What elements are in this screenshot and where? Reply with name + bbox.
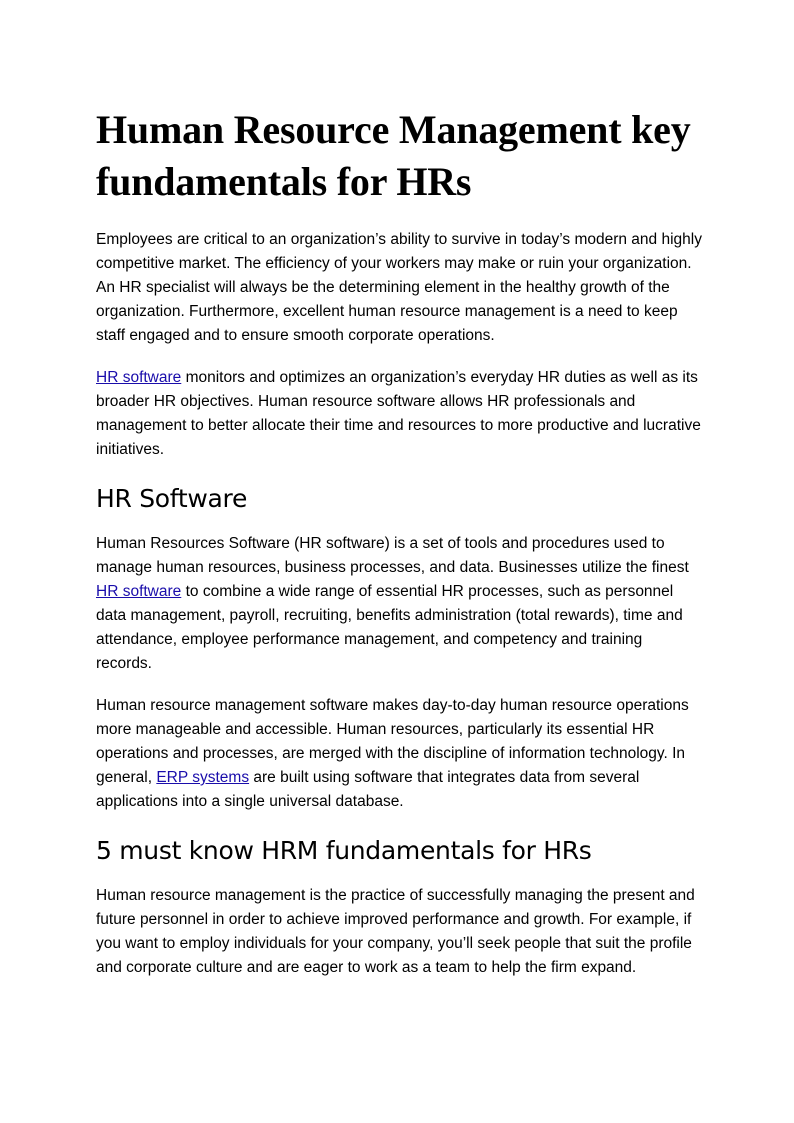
- hr-software-paragraph-1-before: Human Resources Software (HR software) is a set of tools and procedures used to manage human resources, business processes, and data. Businesses utilize the finest: [96, 535, 689, 576]
- hr-software-link-2[interactable]: HR software: [96, 583, 182, 600]
- hr-software-link[interactable]: HR software: [96, 369, 182, 386]
- intro-paragraph-1: Employees are critical to an organization’s ability to survive in today’s modern and highly competitive market. The efficiency of your workers may make or ruin your organization. An HR specialist will always be the determining element in the healthy growth of the organization. Furthermore, excellent human resource management is a need to keep staff engaged and to ensure smooth corporate operations.: [96, 231, 702, 344]
- hr-software-paragraph-2-before: Human resource management software makes day-to-day human resource operations more manageable and accessible. Human resources, particularly its essential HR operations and processes, are merged with the discipline of information technology. In general,: [96, 697, 689, 786]
- hr-software-paragraph-2: [96, 694, 702, 814]
- section-heading-fundamentals: 5 must know HRM fundamentals for HRs: [96, 836, 592, 865]
- section-heading-hr-software: HR Software: [96, 484, 248, 513]
- fundamentals-paragraph-1: Human resource management is the practice of successfully managing the present and future personnel in order to achieve improved performance and growth. For example, if you want to employ individuals for your company, you’ll seek people that suit the profile and corporate culture and are eager to work as a team to help the firm expand.: [96, 887, 695, 976]
- erp-systems-link[interactable]: ERP systems: [156, 769, 250, 786]
- intro-paragraph-2-text: monitors and optimizes an organization’s everyday HR duties as well as its broader HR objectives. Human resource software allows HR professionals and management to better allocate their time and resources to more productive and lucrative initiatives.: [96, 369, 701, 458]
- hr-software-paragraph-1: [96, 532, 702, 676]
- page-title: Human Resource Management key fundamentals for HRs: [96, 107, 691, 204]
- hr-software-paragraph-2-after: are built using software that integrates data from several applications into a single universal database.: [96, 769, 640, 810]
- document-page: [96, 104, 702, 998]
- intro-paragraph-2: [96, 366, 702, 462]
- hr-software-paragraph-1-after: to combine a wide range of essential HR processes, such as personnel data management, payroll, recruiting, benefits administration (total rewards), time and attendance, employee performance management, and competency and training records.: [96, 583, 683, 672]
